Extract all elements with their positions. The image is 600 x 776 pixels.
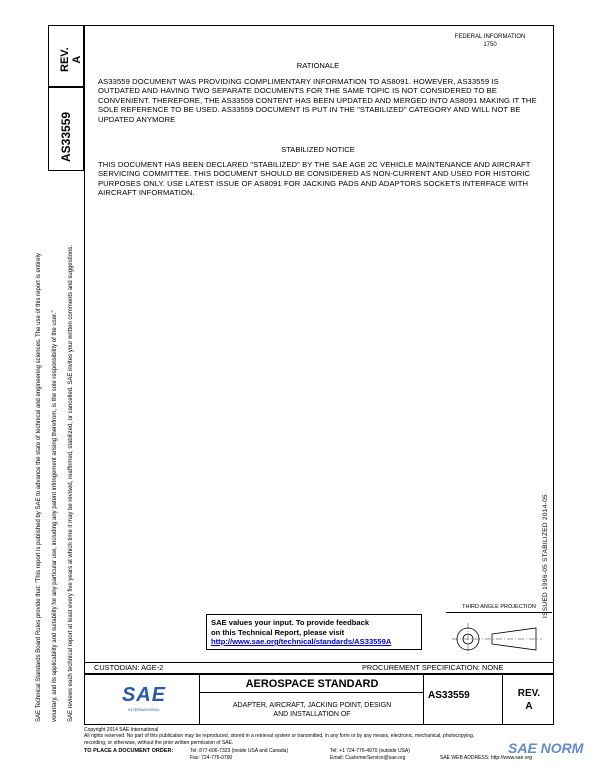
footer-rights-2: recording, or otherwise, without the prior written permission of SAE.	[84, 739, 234, 746]
sae-norm-watermark: SAE NORM	[508, 740, 584, 756]
feedback-line-2: on this Technical Report, please visit	[211, 627, 345, 637]
custodian-label: CUSTODIAN: AGE-2	[94, 663, 164, 672]
rationale-heading: RATIONALE	[296, 61, 340, 70]
projection-label: THIRD ANGLE PROJECTION	[446, 604, 552, 613]
feedback-line-1: SAE values your input. To provide feedback	[211, 618, 370, 627]
feedback-link[interactable]: http://www.sae.org/technical/standards/AS33559A	[211, 637, 392, 646]
issued-stabilized-note: ISSUED 1996-05 STABILIZED 2014-05	[542, 494, 549, 618]
federal-info-2: 1750	[483, 42, 497, 48]
side-doc-number: AS33559	[59, 111, 73, 162]
federal-info: FEDERAL INFORMATION	[454, 34, 526, 40]
third-angle-projection-icon	[446, 613, 552, 661]
side-rev-box	[48, 25, 84, 87]
side-rev-label: REV.	[59, 47, 71, 72]
footer-rights: All rights reserved. No part of this publication may be reproduced, stored in a retrieval system or transmitted, in any form or by any means, electronic, mechanical, photocopying,	[84, 733, 475, 740]
footer-copyright: Copyright 2014 SAE International	[84, 727, 159, 733]
title-doc-number: AS33559	[428, 690, 470, 701]
projection-block	[446, 604, 552, 664]
footer-web: SAE WEB ADDRESS: http://www.sae.org	[440, 755, 532, 761]
title-rev-label: REV.	[517, 688, 541, 699]
title-rev-value: A	[525, 701, 533, 712]
stabilized-heading: STABILIZED NOTICE	[281, 145, 355, 154]
footer-tel-2: Tel: +1 724-776-4970 (outside USA)	[330, 748, 410, 754]
disclaimer-line-1: SAE Technical Standards Board Rules provide that: "This report is published by SAE to advance the state of technical and engineering sciences. The use of this report is entirely	[36, 253, 42, 722]
feedback-box	[206, 614, 422, 650]
procurement-label: PROCUREMENT SPECIFICATION: NONE	[362, 663, 504, 672]
standard-description: ADAPTER, AIRCRAFT, JACKING POINT, DESIGN AND INSTALLATION OF	[232, 702, 392, 718]
sae-logo	[120, 684, 168, 712]
sae-logo-text: SAE	[121, 684, 167, 706]
stabilized-text: THIS DOCUMENT HAS BEEN DECLARED "STABILIZED" BY THE SAE AGE 2C VEHICLE MAINTENANCE AND AIRCRAFT SERVICING COMMITTEE. THIS DOCUMENT SHOULD BE CONSIDERED AS NON-CURRENT AND USED FOR HISTORIC PURPOSES ONLY. USE LATEST ISSUE OF AS8091 FOR JACKING PADS AND ADAPTORS SOCKETS INTERFACE WITH AIRCRAFT INFORMATION.	[98, 160, 531, 198]
footer-fax: Fax: 724-776-0790	[190, 755, 233, 761]
rationale-text: AS33559 DOCUMENT WAS PROVIDING COMPLIMENTARY INFORMATION TO AS8091. HOWEVER, AS33559 IS OUTDATED AND HAVING TWO SEPARATE DOCUMENTS FOR THE SAME TOPIC IS NOT CONSIDERED TO BE CONVENIENT. THEREFORE, THE AS33559 CONTENT HAS BEEN UPDATED AND MERGED INTO AS8091 MAKING IT THE SOLE REFERENCE TO BE USED. AS33559 DOCUMENT IS PUT IN THE "STABILIZED" CATEGORY AND WILL NOT BE UPDATED ANYMORE	[98, 77, 537, 124]
footer-email: Email: CustomerService@sae.org	[330, 755, 406, 761]
side-doc-box	[48, 87, 84, 171]
side-rev-value: A	[71, 55, 83, 64]
footer-tel-1: Tel: 877-606-7323 (inside USA and Canada)	[190, 748, 289, 754]
sae-logo-sub: INTERNATIONAL	[128, 707, 160, 712]
footer-order-label: TO PLACE A DOCUMENT ORDER:	[84, 748, 174, 754]
disclaimer-line-3: SAE reviews each technical report at least every five years at which time it may be revised, reaffirmed, stabilized, or cancelled. SAE invites your written comments and suggestions.	[68, 244, 74, 722]
standard-title: AEROSPACE STANDARD	[200, 678, 424, 693]
disclaimer-line-2: voluntary, and its applicability and suitability for any particular use, including any patent infringement arising therefrom, is the sole responsibility of the user."	[52, 310, 58, 722]
